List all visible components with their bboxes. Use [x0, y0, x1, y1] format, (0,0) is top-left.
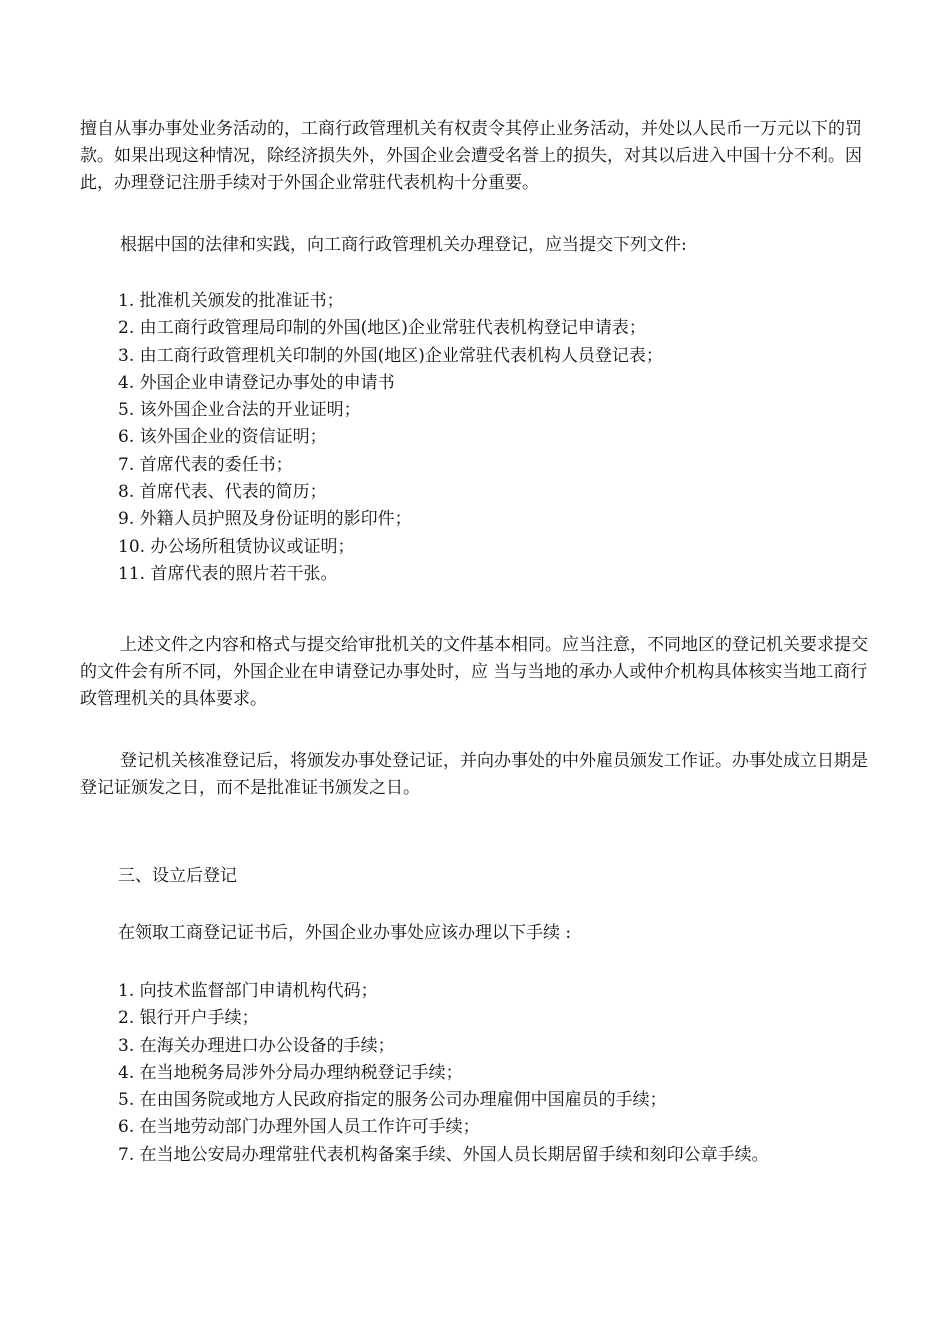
list-item: 8. 首席代表、代表的简历； — [118, 482, 327, 503]
list-item: 2. 由工商行政管理局印制的外国(地区)企业常驻代表机构登记申请表； — [118, 318, 646, 339]
list-item: 2. 银行开户手续； — [118, 1008, 259, 1029]
list-item: 1. 向技术监督部门申请机构代码； — [118, 981, 378, 1001]
paragraph-registration-intro: 根据中国的法律和实践，向工商行政管理机关办理登记，应当提交下列文件: — [120, 235, 687, 255]
list-item: 10. 办公场所租赁协议或证明； — [118, 536, 355, 557]
list-item: 5. 在由国务院或地方人民政府指定的服务公司办理雇佣中国雇员的手续； — [118, 1090, 667, 1111]
paragraph-penalty: 擅自从事办事处业务活动的，工商行政管理机关有权责令其停止业务活动，并处以人民币一万元以下的罚款。如果出现这种情况，除经济损失外，外国企业会遭受名誉上的损失，对其以后进入中国十分不利。因此，办理登记注册手续对于外国企业常驻代表机构十分重要。 — [80, 119, 862, 193]
list-item: 7. 在当地公安局办理常驻代表机构备案手续、外国人员长期居留手续和刻印公章手续。 — [118, 1144, 769, 1165]
list-item: 4. 外国企业申请登记办事处的申请书 — [118, 372, 395, 393]
list-item: 7. 首席代表的委任书； — [118, 454, 293, 475]
list-item: 9. 外籍人员护照及身份证明的影印件； — [118, 509, 412, 530]
paragraph-document-format: 上述文件之内容和格式与提交给审批机关的文件基本相同。应当注意，不同地区的登记机关要求提交的文件会有所不同，外国企业在申请登记办事处时，应 当与当地的承办人或仲介机构具体核实当地工商行政管理机关的具体要求。 — [80, 635, 868, 709]
list-item: 3. 由工商行政管理机关印制的外国(地区)企业常驻代表机构人员登记表； — [118, 345, 663, 366]
required-documents-list — [118, 288, 878, 588]
section-heading: 三、设立后登记 — [118, 866, 237, 886]
list-item: 5. 该外国企业合法的开业证明； — [118, 400, 361, 421]
list-item: 6. 该外国企业的资信证明； — [118, 427, 327, 448]
paragraph-approval: 登记机关核准登记后，将颁发办事处登记证，并向办事处的中外雇员颁发工作证。办事处成立日期是登记证颁发之日，而不是批准证书颁发之日。 — [80, 751, 868, 798]
list-item: 3. 在海关办理进口办公设备的手续； — [118, 1035, 395, 1056]
post-registration-procedures-list — [118, 978, 878, 1169]
paragraph-post-registration-intro: 在领取工商登记证书后，外国企业办事处应该办理以下手续 : — [118, 923, 572, 943]
list-item: 4. 在当地税务局涉外分局办理纳税登记手续； — [118, 1062, 463, 1083]
list-item: 11. 首席代表的照片若干张。 — [118, 563, 338, 584]
list-item: 6. 在当地劳动部门办理外国人员工作许可手续； — [118, 1117, 480, 1138]
list-item: 1. 批准机关颁发的批准证书； — [118, 291, 344, 311]
